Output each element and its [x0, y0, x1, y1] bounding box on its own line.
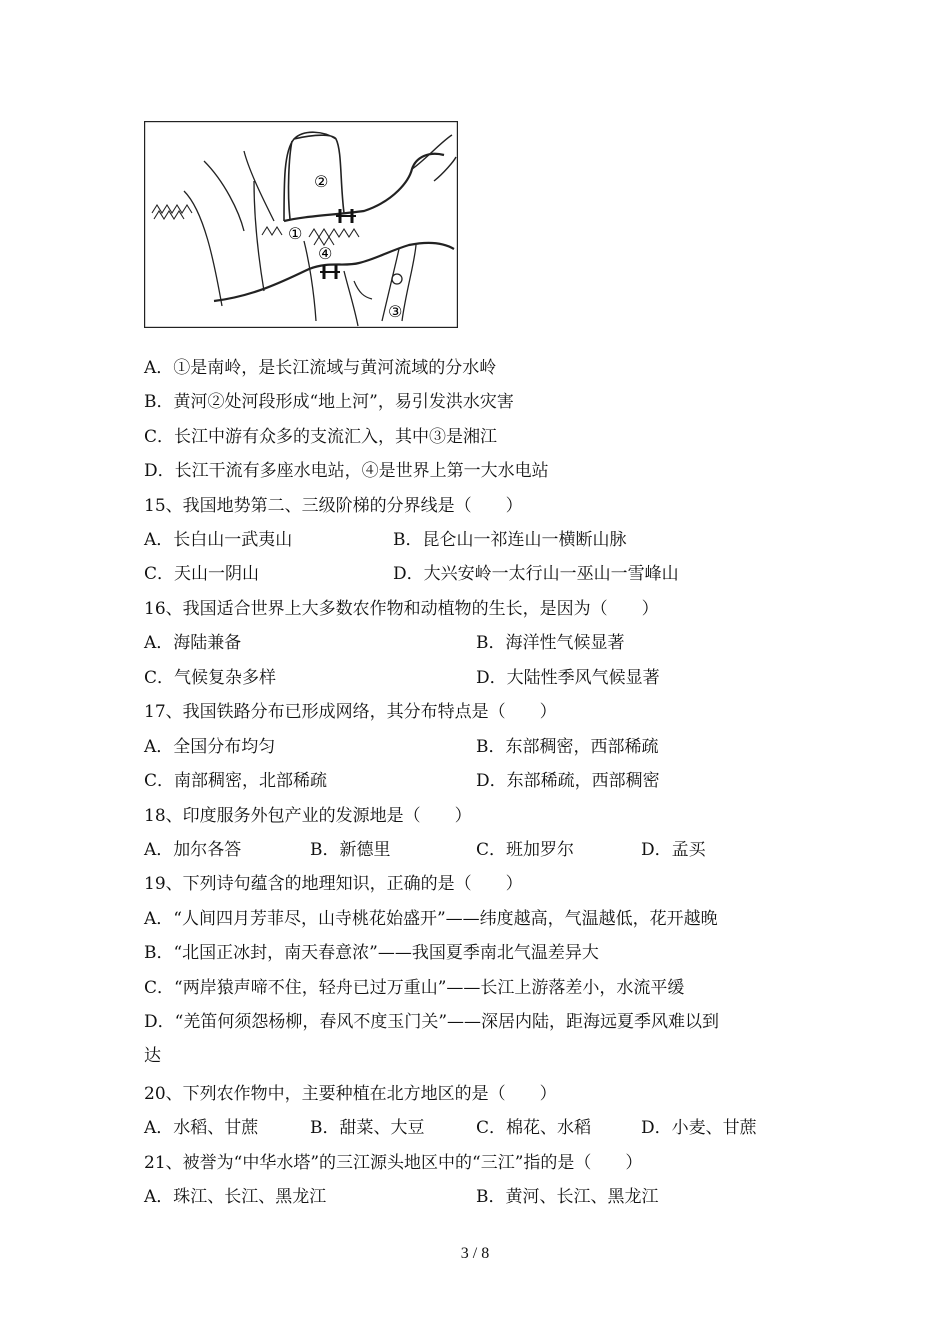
- q14-option-a: A．①是南岭，是长江流域与黄河流域的分水岭: [144, 358, 497, 378]
- q15-stem: 15、我国地势第二、三级阶梯的分界线是（ ）: [144, 496, 523, 516]
- q17-option-a: A．全国分布均匀: [144, 737, 276, 757]
- map-marker-4: ④: [318, 244, 333, 263]
- q19-option-d-continued: 达: [144, 1046, 161, 1066]
- q16-stem: 16、我国适合世界上大多数农作物和动植物的生长，是因为（ ）: [144, 599, 659, 619]
- q20-option-b: B．甜菜、大豆: [310, 1118, 425, 1138]
- q17-option-b: B．东部稠密，西部稀疏: [476, 737, 659, 757]
- q19-option-d: D．“羌笛何须怨杨柳，春风不度玉门关”——深居内陆，距海远夏季风难以到: [144, 1012, 720, 1032]
- q18-option-c: C．班加罗尔: [476, 840, 575, 860]
- q20-option-c: C．棉花、水稻: [476, 1118, 592, 1138]
- q19-option-c: C．“两岸猿声啼不住，轻舟已过万重山”——长江上游落差小，水流平缓: [144, 978, 685, 998]
- q21-stem: 21、被誉为“中华水塔”的三江源头地区中的“三江”指的是（ ）: [144, 1153, 643, 1173]
- q18-option-d: D．孟买: [641, 840, 706, 860]
- map-marker-3: ③: [388, 302, 403, 321]
- map-marker-2: ②: [314, 172, 329, 191]
- q20-stem: 20、下列农作物中，主要种植在北方地区的是（ ）: [144, 1084, 557, 1104]
- q14-option-c: C．长江中游有众多的支流汇入，其中③是湘江: [144, 427, 498, 447]
- q16-option-c: C．气候复杂多样: [144, 668, 277, 688]
- q16-option-a: A．海陆兼备: [144, 633, 242, 653]
- q15-option-a: A．长白山一武夷山: [144, 530, 293, 550]
- q17-stem: 17、我国铁路分布已形成网络，其分布特点是（ ）: [144, 702, 557, 722]
- q14-option-b: B．黄河②处河段形成“地上河”，易引发洪水灾害: [144, 392, 514, 412]
- page-number: 3 / 8: [460, 1245, 490, 1262]
- q17-option-d: D．东部稀疏，西部稠密: [476, 771, 660, 791]
- q19-option-a: A．“人间四月芳菲尽，山寺桃花始盛开”——纬度越高，气温越低，花开越晚: [144, 909, 718, 929]
- q20-option-d: D．小麦、甘蔗: [641, 1118, 757, 1138]
- map-marker-1: ①: [288, 224, 303, 243]
- q15-option-d: D．大兴安岭一太行山一巫山一雪峰山: [393, 564, 679, 584]
- q14-option-d: D．长江干流有多座水电站，④是世界上第一大水电站: [144, 461, 549, 481]
- q15-option-b: B．昆仑山一祁连山一横断山脉: [393, 530, 627, 550]
- q16-option-d: D．大陆性季风气候显著: [476, 668, 660, 688]
- q15-option-c: C．天山一阴山: [144, 564, 260, 584]
- q19-stem: 19、下列诗句蕴含的地理知识，正确的是（ ）: [144, 874, 523, 894]
- q17-option-c: C．南部稠密，北部稀疏: [144, 771, 328, 791]
- q16-option-b: B．海洋性气候显著: [476, 633, 625, 653]
- q18-stem: 18、印度服务外包产业的发源地是（ ）: [144, 806, 472, 826]
- q21-option-a: A．珠江、长江、黑龙江: [144, 1187, 327, 1207]
- q19-option-b: B．“北国正冰封，南天春意浓”——我国夏季南北气温差异大: [144, 943, 599, 963]
- q18-option-a: A．加尔各答: [144, 840, 242, 860]
- q18-option-b: B．新德里: [310, 840, 391, 860]
- river-map-figure: [144, 121, 458, 328]
- q20-option-a: A．水稻、甘蔗: [144, 1118, 259, 1138]
- q21-option-b: B．黄河、长江、黑龙江: [476, 1187, 659, 1207]
